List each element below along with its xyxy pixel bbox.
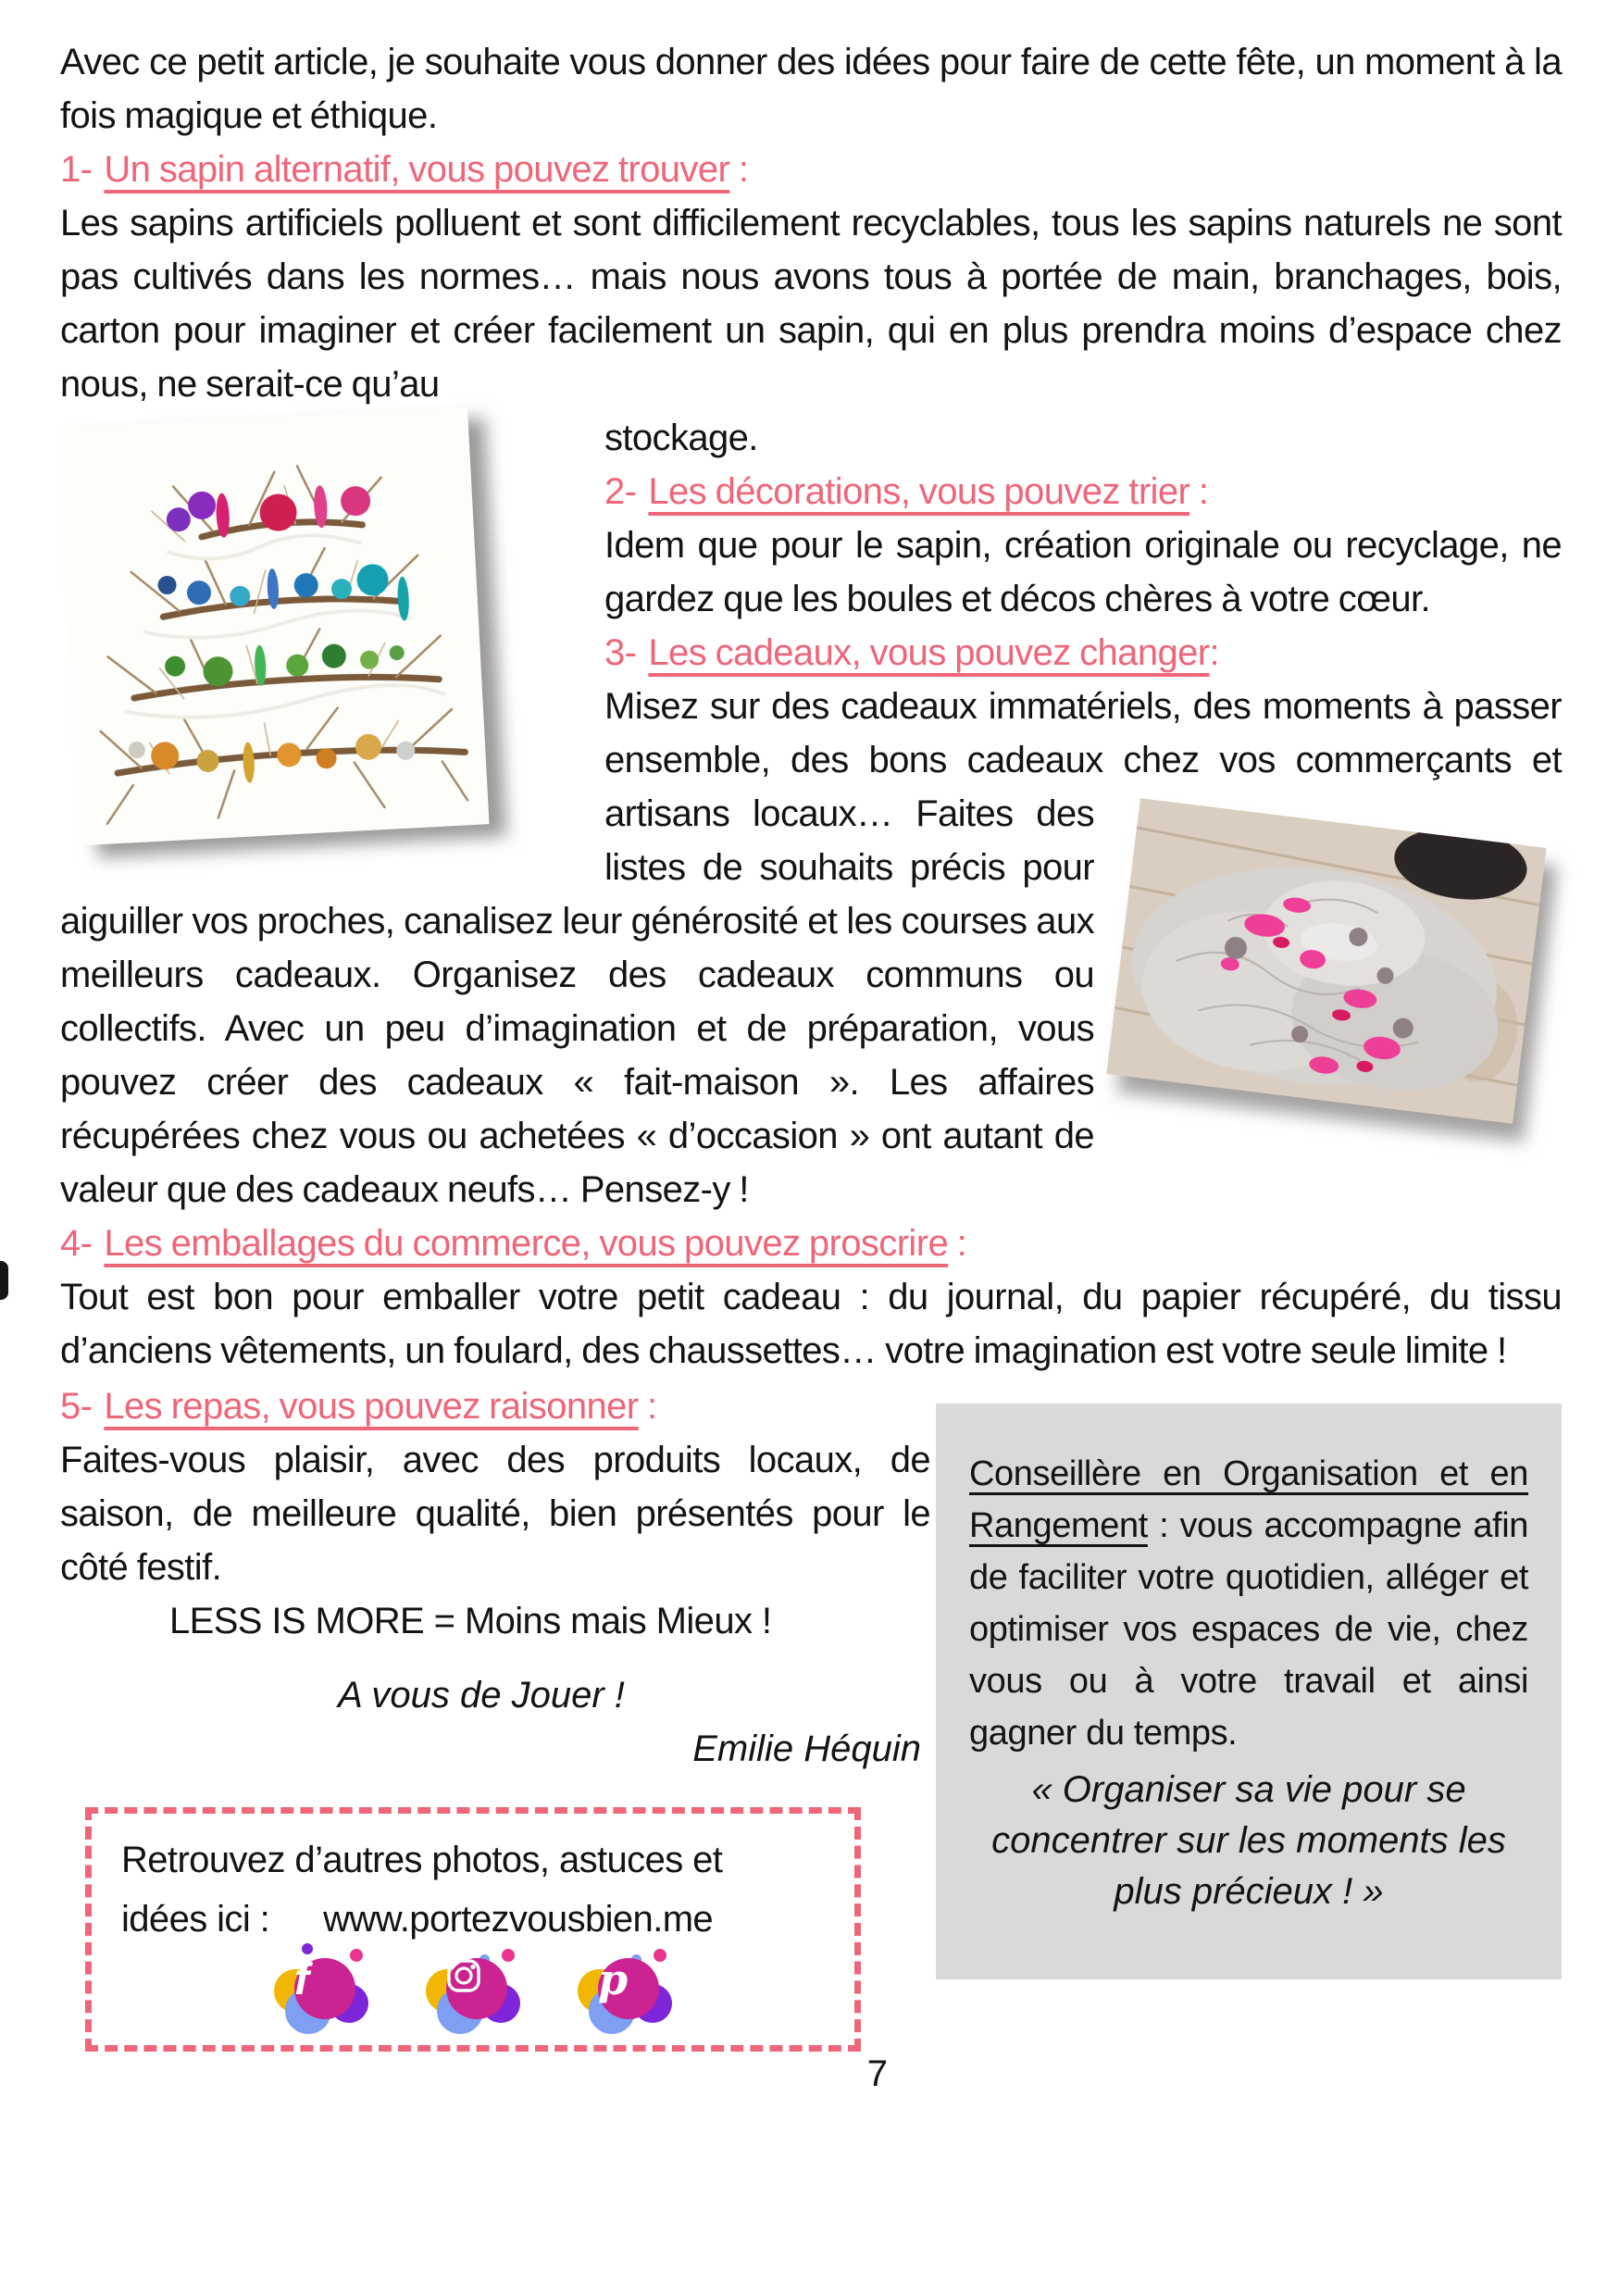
info-box-quote: « Organiser sa vie pour se concentrer sur les moments les plus précieux ! » [991, 1769, 1506, 1912]
pinterest-circle [598, 1954, 659, 2019]
promo-line-1: Retrouvez d’autres photos, astuces et [121, 1840, 723, 1880]
photo-branch-christmas-tree [60, 411, 604, 869]
section-2-title: Les décorations, vous pouvez trier [648, 471, 1190, 512]
bottom-columns [60, 1379, 1562, 2095]
photo-text-wrap-zone [60, 411, 1562, 1378]
info-box-text [969, 1448, 1528, 1759]
facebook-f-glyph: f [294, 1955, 309, 2004]
splash-dot [302, 1943, 313, 1954]
section-2-number: 2- [604, 471, 637, 512]
section-5-heading [60, 1379, 930, 1433]
facebook-circle [294, 1955, 355, 2019]
branch-tree-illustration [58, 406, 489, 846]
section-5-paragraph: Faites-vous plaisir, avec des produits locaux, de saison, de meilleure qualité, bien présentés pour le côté festif. [60, 1440, 930, 1588]
splash-dot [350, 1949, 363, 1962]
photo-fabric-wrapped-gift [1094, 787, 1562, 1148]
section-5-number: 5- [60, 1386, 93, 1427]
section-3-text-end: commerçants et artisans locaux… Faites des listes de souhaits précis pour aiguiller vos proches, canalisez leur générosité et les courses aux meilleurs cadeaux. Organisez des cadeaux communs ou collectifs. Avec un peu d’imagination et de préparation, vous pouvez créer des cadeaux « fait-maison ». Les affaires récupérées chez vous ou achetées « d’occasion » ont autant de valeur que des cadeaux neufs… Pensez-y ! [60, 740, 1562, 1210]
organizer-info-box [936, 1404, 1562, 1979]
instagram-icon[interactable] [424, 1945, 528, 2038]
promo-line-2 [121, 1890, 830, 1949]
section-5-title: Les repas, vous pouvez raisonner [104, 1386, 639, 1427]
section-3-title: Les cadeaux, vous pouvez changer [648, 632, 1210, 673]
promo-box [85, 1807, 861, 2052]
info-box-role: Conseillère en Organisation et en Rangement [969, 1454, 1528, 1545]
section-1-title: Un sapin alternatif, vous pouvez trouver [104, 149, 730, 190]
section-1-number: 1- [60, 149, 93, 190]
facebook-icon[interactable] [272, 1945, 376, 2038]
section-1-paragraph-tail: stockage. [604, 418, 758, 458]
section-3-text-start: Misez sur des cadeaux immatériels, des moments à passer ensemble, des bons cadeaux chez vos [604, 686, 1562, 780]
splash-dot [654, 1949, 666, 1962]
bottom-left-column [60, 1379, 930, 2095]
call-to-action-line: A vous de Jouer ! [338, 1675, 625, 1716]
splash-dot [502, 1949, 515, 1962]
page-number: 7 [866, 2053, 888, 2094]
intro-paragraph: Avec ce petit article, je souhaite vous donner des idées pour faire de cette fête, un moment à la fois magique et éthique. [60, 42, 1562, 136]
author-signature: Emilie Héquin [692, 1728, 921, 1769]
promo-url[interactable]: www.portezvousbien.me [323, 1899, 714, 1940]
section-4-paragraph: Tout est bon pour emballer votre petit cadeau : du journal, du papier récupéré, du tissu d’anciens vêtements, un foulard, des chaussettes… votre imagination est votre seule limite ! [60, 1277, 1562, 1371]
page-edge-mark [0, 1261, 8, 1300]
less-is-more-slogan: LESS IS MORE = Moins mais Mieux ! [169, 1601, 772, 1641]
section-4-colon: : [948, 1223, 967, 1264]
info-box-description: : vous accompagne afin de faciliter votre quotidien, alléger et optimiser vos espaces de vie, chez vous ou à votre travail et ainsi gagner du temps. [969, 1506, 1528, 1753]
promo-label: idées ici : [121, 1899, 270, 1940]
pinterest-p-glyph: p [598, 1954, 629, 2004]
section-2-paragraph: Idem que pour le sapin, création originale ou recyclage, ne gardez que les boules et décos chères à votre cœur. [604, 525, 1562, 619]
instagram-circle [446, 1958, 507, 2019]
section-3-colon: : [1209, 632, 1220, 673]
pinterest-icon[interactable] [576, 1945, 679, 2038]
wrapped-gift-illustration [1106, 798, 1546, 1124]
instagram-camera-glyph [446, 1958, 481, 1993]
section-4-number: 4- [60, 1223, 93, 1264]
section-1-colon: : [729, 149, 749, 190]
section-4-title: Les emballages du commerce, vous pouvez proscrire [104, 1223, 949, 1264]
section-1-heading [60, 143, 1562, 196]
section-3-number: 3- [604, 632, 637, 673]
section-2-colon: : [1189, 471, 1209, 512]
section-1-paragraph: Les sapins artificiels polluent et sont difficilement recyclables, tous les sapins naturels ne sont pas cultivés dans les normes… mais nous avons tous à portée de main, branchages, bois, carton pour imaginer et créer facilement un sapin, qui en plus prendra moins d’espace chez nous, ne serait-ce qu’au [60, 203, 1562, 405]
section-5-colon: : [638, 1386, 657, 1427]
section-4-heading [60, 1217, 1562, 1270]
social-icons-row [121, 1945, 830, 2041]
